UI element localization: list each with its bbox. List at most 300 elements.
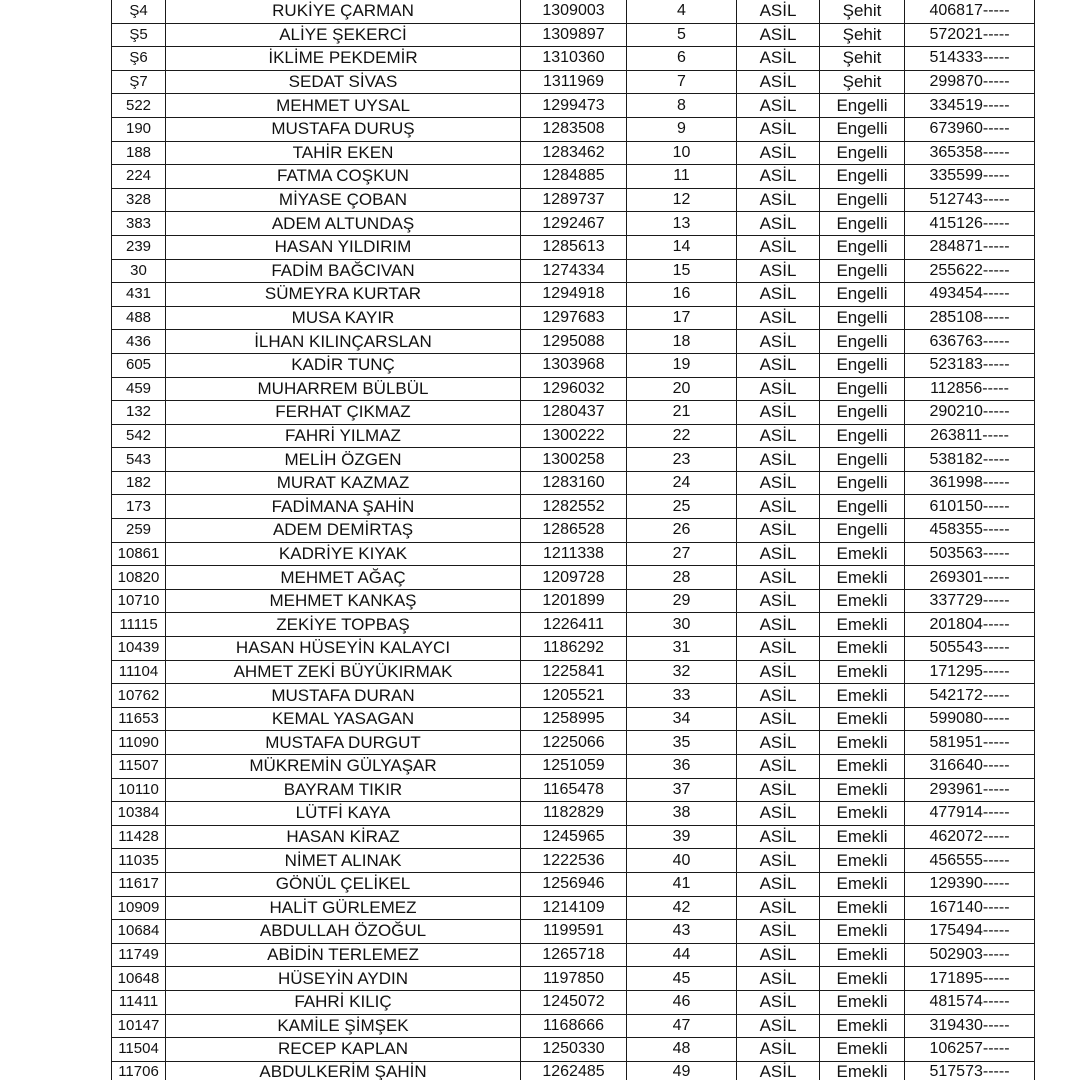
application-number-cell: 1225841 [521,660,627,684]
quota-cell: Şehit [820,47,905,71]
quota-cell: Emekli [820,1014,905,1038]
row-number-cell: 605 [112,353,166,377]
quota-cell: Engelli [820,353,905,377]
id-number-cell: 456555----- [905,849,1035,873]
quota-cell: Engelli [820,306,905,330]
row-number-cell: 522 [112,94,166,118]
application-number-cell: 1286528 [521,519,627,543]
table-row [112,519,1035,543]
table-row [112,165,1035,189]
table-row [112,613,1035,637]
rank-cell: 14 [627,235,737,259]
row-number-cell: 10439 [112,637,166,661]
status-cell: ASİL [737,70,820,94]
application-number-cell: 1309003 [521,0,627,23]
name-cell: KAMİLE ŞİMŞEK [166,1014,521,1038]
row-number-cell: Ş4 [112,0,166,23]
row-number-cell: 543 [112,448,166,472]
application-number-cell: 1222536 [521,849,627,873]
id-number-cell: 337729----- [905,589,1035,613]
row-number-cell: 11115 [112,613,166,637]
application-number-cell: 1309897 [521,23,627,47]
quota-cell: Engelli [820,283,905,307]
id-number-cell: 481574----- [905,990,1035,1014]
application-number-cell: 1265718 [521,943,627,967]
rank-cell: 42 [627,896,737,920]
id-number-cell: 106257----- [905,1038,1035,1062]
table-row [112,94,1035,118]
name-cell: MEHMET AĞAÇ [166,566,521,590]
table-row [112,377,1035,401]
status-cell: ASİL [737,707,820,731]
application-number-cell: 1182829 [521,802,627,826]
status-cell: ASİL [737,825,820,849]
rank-cell: 25 [627,495,737,519]
quota-cell: Engelli [820,401,905,425]
rank-cell: 34 [627,707,737,731]
status-cell: ASİL [737,377,820,401]
application-number-cell: 1296032 [521,377,627,401]
application-number-cell: 1311969 [521,70,627,94]
row-number-cell: 11411 [112,990,166,1014]
application-number-cell: 1251059 [521,755,627,779]
rank-cell: 47 [627,1014,737,1038]
status-cell: ASİL [737,0,820,23]
quota-cell: Emekli [820,589,905,613]
name-cell: SÜMEYRA KURTAR [166,283,521,307]
quota-cell: Emekli [820,872,905,896]
row-number-cell: 259 [112,519,166,543]
application-number-cell: 1199591 [521,920,627,944]
table-row [112,731,1035,755]
application-number-cell: 1245072 [521,990,627,1014]
rank-cell: 31 [627,637,737,661]
rank-cell: 6 [627,47,737,71]
id-number-cell: 167140----- [905,896,1035,920]
table-row [112,471,1035,495]
name-cell: MELİH ÖZGEN [166,448,521,472]
quota-cell: Engelli [820,188,905,212]
status-cell: ASİL [737,235,820,259]
application-number-cell: 1226411 [521,613,627,637]
quota-cell: Emekli [820,1038,905,1062]
row-number-cell: 188 [112,141,166,165]
id-number-cell: 503563----- [905,542,1035,566]
id-number-cell: 175494----- [905,920,1035,944]
table-row [112,330,1035,354]
name-cell: İKLİME PEKDEMİR [166,47,521,71]
quota-cell: Engelli [820,471,905,495]
rank-cell: 41 [627,872,737,896]
quota-cell: Şehit [820,70,905,94]
id-number-cell: 673960----- [905,117,1035,141]
application-number-cell: 1250330 [521,1038,627,1062]
status-cell: ASİL [737,637,820,661]
table-row [112,825,1035,849]
row-number-cell: Ş5 [112,23,166,47]
quota-cell: Emekli [820,542,905,566]
row-number-cell: 11749 [112,943,166,967]
status-cell: ASİL [737,542,820,566]
name-cell: BAYRAM TIKIR [166,778,521,802]
row-number-cell: 224 [112,165,166,189]
id-number-cell: 365358----- [905,141,1035,165]
table-row [112,141,1035,165]
row-number-cell: 10684 [112,920,166,944]
table-row [112,0,1035,23]
id-number-cell: 335599----- [905,165,1035,189]
application-number-cell: 1303968 [521,353,627,377]
status-cell: ASİL [737,1014,820,1038]
id-number-cell: 171295----- [905,660,1035,684]
id-number-cell: 201804----- [905,613,1035,637]
id-number-cell: 458355----- [905,519,1035,543]
table-row [112,566,1035,590]
rank-cell: 46 [627,990,737,1014]
table-row [112,542,1035,566]
rank-cell: 24 [627,471,737,495]
application-number-cell: 1274334 [521,259,627,283]
id-number-cell: 284871----- [905,235,1035,259]
row-number-cell: 459 [112,377,166,401]
row-number-cell: 11035 [112,849,166,873]
row-number-cell: Ş7 [112,70,166,94]
id-number-cell: 293961----- [905,778,1035,802]
table-row [112,117,1035,141]
id-number-cell: 319430----- [905,1014,1035,1038]
name-cell: FERHAT ÇIKMAZ [166,401,521,425]
table-row [112,259,1035,283]
name-cell: HALİT GÜRLEMEZ [166,896,521,920]
table-row [112,188,1035,212]
id-number-cell: 477914----- [905,802,1035,826]
name-cell: FATMA COŞKUN [166,165,521,189]
quota-cell: Emekli [820,613,905,637]
status-cell: ASİL [737,660,820,684]
id-number-cell: 502903----- [905,943,1035,967]
id-number-cell: 514333----- [905,47,1035,71]
application-number-cell: 1165478 [521,778,627,802]
table-row [112,283,1035,307]
row-number-cell: 11104 [112,660,166,684]
quota-cell: Emekli [820,778,905,802]
row-number-cell: 10110 [112,778,166,802]
name-cell: MURAT KAZMAZ [166,471,521,495]
row-number-cell: 11507 [112,755,166,779]
status-cell: ASİL [737,519,820,543]
quota-cell: Emekli [820,1061,905,1080]
id-number-cell: 599080----- [905,707,1035,731]
application-number-cell: 1168666 [521,1014,627,1038]
rank-cell: 11 [627,165,737,189]
row-number-cell: 436 [112,330,166,354]
rank-cell: 12 [627,188,737,212]
quota-cell: Engelli [820,235,905,259]
name-cell: MUSA KAYIR [166,306,521,330]
rank-cell: 36 [627,755,737,779]
table-row [112,1014,1035,1038]
row-number-cell: 11090 [112,731,166,755]
table-row [112,448,1035,472]
status-cell: ASİL [737,872,820,896]
rank-cell: 21 [627,401,737,425]
status-cell: ASİL [737,306,820,330]
status-cell: ASİL [737,778,820,802]
id-number-cell: 636763----- [905,330,1035,354]
status-cell: ASİL [737,1038,820,1062]
quota-cell: Emekli [820,849,905,873]
rank-cell: 13 [627,212,737,236]
rank-cell: 17 [627,306,737,330]
table-row [112,637,1035,661]
name-cell: NİMET ALINAK [166,849,521,873]
quota-cell: Emekli [820,707,905,731]
rank-cell: 39 [627,825,737,849]
table-row [112,872,1035,896]
id-number-cell: 334519----- [905,94,1035,118]
table-row [112,23,1035,47]
name-cell: MİYASE ÇOBAN [166,188,521,212]
rank-cell: 15 [627,259,737,283]
name-cell: ADEM ALTUNDAŞ [166,212,521,236]
rank-cell: 4 [627,0,737,23]
application-number-cell: 1256946 [521,872,627,896]
status-cell: ASİL [737,212,820,236]
application-number-cell: 1283462 [521,141,627,165]
id-number-cell: 406817----- [905,0,1035,23]
table-row [112,896,1035,920]
rank-cell: 22 [627,424,737,448]
table-row [112,306,1035,330]
id-number-cell: 269301----- [905,566,1035,590]
status-cell: ASİL [737,755,820,779]
row-number-cell: 328 [112,188,166,212]
quota-cell: Engelli [820,377,905,401]
rank-cell: 20 [627,377,737,401]
quota-cell: Emekli [820,802,905,826]
status-cell: ASİL [737,731,820,755]
table-row [112,212,1035,236]
rank-cell: 27 [627,542,737,566]
row-number-cell: 383 [112,212,166,236]
status-cell: ASİL [737,589,820,613]
name-cell: İLHAN KILINÇARSLAN [166,330,521,354]
name-cell: MUHARREM BÜLBÜL [166,377,521,401]
quota-cell: Emekli [820,896,905,920]
table-row [112,920,1035,944]
status-cell: ASİL [737,259,820,283]
rank-cell: 9 [627,117,737,141]
row-number-cell: Ş6 [112,47,166,71]
name-cell: MUSTAFA DURGUT [166,731,521,755]
rank-cell: 26 [627,519,737,543]
table-row [112,967,1035,991]
row-number-cell: 10909 [112,896,166,920]
id-number-cell: 610150----- [905,495,1035,519]
row-number-cell: 10710 [112,589,166,613]
name-cell: FADİMANA ŞAHİN [166,495,521,519]
results-table-body [112,0,1035,1080]
name-cell: FAHRİ KILIÇ [166,990,521,1014]
row-number-cell: 10147 [112,1014,166,1038]
application-number-cell: 1283508 [521,117,627,141]
status-cell: ASİL [737,802,820,826]
table-row [112,70,1035,94]
status-cell: ASİL [737,684,820,708]
rank-cell: 49 [627,1061,737,1080]
name-cell: ZEKİYE TOPBAŞ [166,613,521,637]
table-row [112,990,1035,1014]
name-cell: FAHRİ YILMAZ [166,424,521,448]
id-number-cell: 523183----- [905,353,1035,377]
name-cell: MUSTAFA DURUŞ [166,117,521,141]
application-number-cell: 1297683 [521,306,627,330]
status-cell: ASİL [737,943,820,967]
rank-cell: 30 [627,613,737,637]
table-row [112,495,1035,519]
status-cell: ASİL [737,495,820,519]
table-row [112,1061,1035,1080]
application-number-cell: 1310360 [521,47,627,71]
status-cell: ASİL [737,23,820,47]
name-cell: ABDULKERİM ŞAHİN [166,1061,521,1080]
table-row [112,235,1035,259]
quota-cell: Engelli [820,330,905,354]
row-number-cell: 30 [112,259,166,283]
application-number-cell: 1285613 [521,235,627,259]
quota-cell: Engelli [820,165,905,189]
id-number-cell: 361998----- [905,471,1035,495]
name-cell: HASAN YILDIRIM [166,235,521,259]
row-number-cell: 11617 [112,872,166,896]
application-number-cell: 1209728 [521,566,627,590]
rank-cell: 37 [627,778,737,802]
row-number-cell: 10648 [112,967,166,991]
application-number-cell: 1292467 [521,212,627,236]
rank-cell: 45 [627,967,737,991]
name-cell: MÜKREMİN GÜLYAŞAR [166,755,521,779]
quota-cell: Engelli [820,495,905,519]
status-cell: ASİL [737,401,820,425]
table-row [112,401,1035,425]
status-cell: ASİL [737,990,820,1014]
quota-cell: Emekli [820,943,905,967]
rank-cell: 10 [627,141,737,165]
rank-cell: 40 [627,849,737,873]
name-cell: MEHMET KANKAŞ [166,589,521,613]
status-cell: ASİL [737,471,820,495]
rank-cell: 35 [627,731,737,755]
rank-cell: 44 [627,943,737,967]
rank-cell: 8 [627,94,737,118]
status-cell: ASİL [737,141,820,165]
table-row [112,684,1035,708]
table-row [112,755,1035,779]
table-row [112,802,1035,826]
name-cell: KADRİYE KIYAK [166,542,521,566]
row-number-cell: 488 [112,306,166,330]
quota-cell: Emekli [820,684,905,708]
name-cell: RUKİYE ÇARMAN [166,0,521,23]
application-number-cell: 1258995 [521,707,627,731]
rank-cell: 18 [627,330,737,354]
row-number-cell: 11504 [112,1038,166,1062]
row-number-cell: 431 [112,283,166,307]
application-number-cell: 1245965 [521,825,627,849]
quota-cell: Emekli [820,660,905,684]
id-number-cell: 581951----- [905,731,1035,755]
rank-cell: 23 [627,448,737,472]
quota-cell: Emekli [820,637,905,661]
results-table [111,0,1035,1080]
quota-cell: Emekli [820,967,905,991]
id-number-cell: 538182----- [905,448,1035,472]
id-number-cell: 572021----- [905,23,1035,47]
rank-cell: 5 [627,23,737,47]
id-number-cell: 493454----- [905,283,1035,307]
rank-cell: 43 [627,920,737,944]
row-number-cell: 190 [112,117,166,141]
row-number-cell: 10820 [112,566,166,590]
status-cell: ASİL [737,330,820,354]
rank-cell: 32 [627,660,737,684]
application-number-cell: 1284885 [521,165,627,189]
status-cell: ASİL [737,920,820,944]
status-cell: ASİL [737,353,820,377]
row-number-cell: 10861 [112,542,166,566]
quota-cell: Şehit [820,0,905,23]
table-row [112,849,1035,873]
table-row [112,424,1035,448]
name-cell: ALİYE ŞEKERCİ [166,23,521,47]
status-cell: ASİL [737,424,820,448]
rank-cell: 33 [627,684,737,708]
quota-cell: Emekli [820,990,905,1014]
name-cell: GÖNÜL ÇELİKEL [166,872,521,896]
id-number-cell: 415126----- [905,212,1035,236]
status-cell: ASİL [737,47,820,71]
quota-cell: Emekli [820,755,905,779]
application-number-cell: 1282552 [521,495,627,519]
name-cell: MEHMET UYSAL [166,94,521,118]
row-number-cell: 11706 [112,1061,166,1080]
name-cell: HÜSEYİN AYDIN [166,967,521,991]
id-number-cell: 171895----- [905,967,1035,991]
application-number-cell: 1289737 [521,188,627,212]
quota-cell: Engelli [820,424,905,448]
status-cell: ASİL [737,448,820,472]
rank-cell: 38 [627,802,737,826]
id-number-cell: 255622----- [905,259,1035,283]
table-row [112,778,1035,802]
application-number-cell: 1295088 [521,330,627,354]
application-number-cell: 1300258 [521,448,627,472]
id-number-cell: 462072----- [905,825,1035,849]
rank-cell: 7 [627,70,737,94]
status-cell: ASİL [737,849,820,873]
id-number-cell: 517573----- [905,1061,1035,1080]
name-cell: RECEP KAPLAN [166,1038,521,1062]
id-number-cell: 505543----- [905,637,1035,661]
name-cell: MUSTAFA DURAN [166,684,521,708]
status-cell: ASİL [737,967,820,991]
application-number-cell: 1211338 [521,542,627,566]
row-number-cell: 11653 [112,707,166,731]
name-cell: FADİM BAĞCIVAN [166,259,521,283]
application-number-cell: 1197850 [521,967,627,991]
name-cell: SEDAT SİVAS [166,70,521,94]
row-number-cell: 173 [112,495,166,519]
